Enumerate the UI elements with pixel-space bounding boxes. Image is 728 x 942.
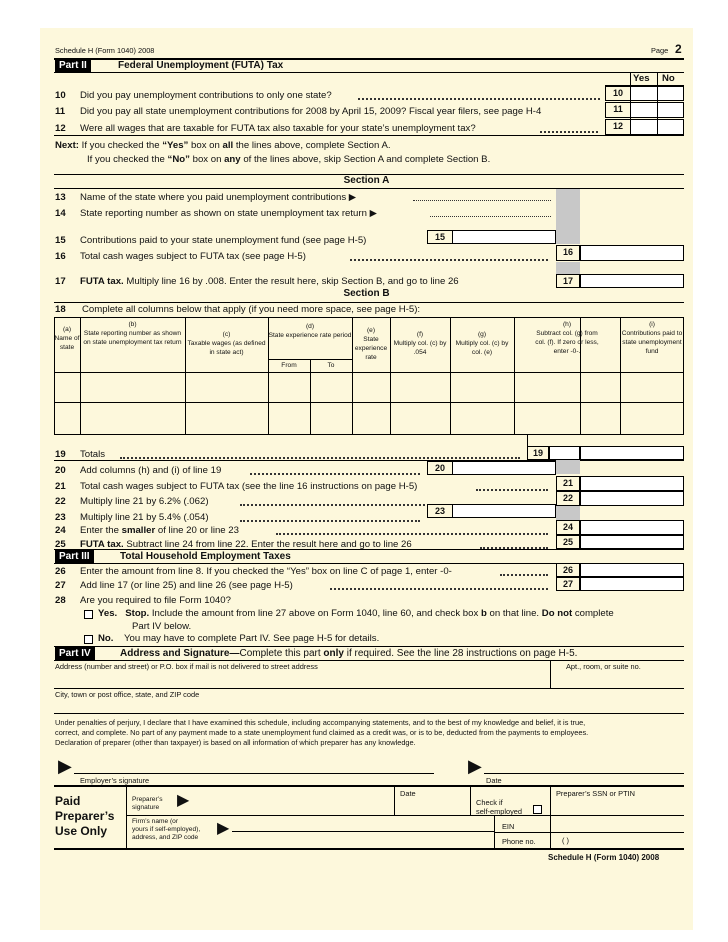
line-16-amount-field[interactable] [580, 245, 684, 261]
line-23-number: 23 [55, 512, 66, 523]
line-12-no-box[interactable] [657, 119, 684, 135]
line-23-text: Multiply line 21 by 5.4% (.054) [80, 512, 209, 523]
line-20-box-label: 20 [427, 461, 453, 475]
firm-name-field[interactable] [232, 816, 494, 846]
footer-form-id: Schedule H (Form 1040) 2008 [548, 853, 660, 862]
col-b-header: (b) State reporting number as shown on state unemployment tax return [83, 321, 182, 346]
line-12-text: Were all wages that are taxable for FUTA tax also taxable for your state’s unemployment tax? [80, 123, 476, 134]
line-24-box-label: 24 [556, 520, 580, 535]
line-13-state-name-field[interactable] [413, 200, 551, 201]
line-17-amount-field[interactable] [580, 274, 684, 288]
firm-name-label-3: address, and ZIP code [132, 834, 199, 841]
city-state-zip-label[interactable]: City, town or post office, state, and ZIP code [55, 690, 200, 699]
sign-here-arrow-icon: ▶ [58, 756, 72, 776]
line-18-number: 18 [55, 304, 66, 315]
line-19-number: 19 [55, 449, 66, 460]
line-25-number: 25 [55, 539, 66, 550]
paid-label: Paid [55, 794, 81, 808]
line-10-number: 10 [55, 90, 66, 101]
line-16-box-label: 16 [556, 245, 580, 261]
preparers-label: Preparer’s [55, 809, 115, 823]
line-28-number: 28 [55, 595, 66, 606]
line-21-text: Total cash wages subject to FUTA tax (see the line 16 instructions on page H-5) [80, 481, 418, 492]
col-h-header: (h) Subtract col. (g) from col. (f). If zero or less, enter -0-. [535, 321, 599, 355]
part-ii-tag: Part II [55, 59, 91, 72]
employer-date-line[interactable] [484, 773, 684, 774]
col-f-header: (f) Multiply col. (c) by .054 [393, 331, 447, 356]
line-15-number: 15 [55, 235, 66, 246]
check-if-label: Check if [476, 798, 503, 807]
col-c-header: (c) Taxable wages (as defined in state act) [187, 331, 266, 356]
line-18-text: Complete all columns below that apply (if you need more space, see page H-5): [82, 304, 421, 315]
line-26-number: 26 [55, 566, 66, 577]
line-24-amount-field[interactable] [580, 520, 684, 535]
part-iv-tag: Part IV [55, 647, 95, 660]
page-number: 2 [675, 42, 682, 56]
phone-field[interactable]: ( ) [562, 836, 569, 845]
next-instruction-yes: Next: If you checked the “Yes” box on all the lines above, complete Section A. [55, 140, 391, 151]
line-20-text: Add columns (h) and (i) of line 19 [80, 465, 222, 476]
line-11-yes-box[interactable] [630, 102, 658, 118]
line-28-no-checkbox[interactable] [84, 635, 93, 644]
form-id-header: Schedule H (Form 1040) 2008 [55, 46, 155, 55]
line-28-yes-checkbox[interactable] [84, 610, 93, 619]
line-13-text: Name of the state where you paid unemployment contributions ▶ [80, 192, 357, 203]
line-16-text: Total cash wages subject to FUTA tax (see page H-5) [80, 251, 306, 262]
col-i-header: (i) Contributions paid to state unemployment fund [621, 321, 683, 355]
line-27-text: Add line 17 (or line 25) and line 26 (see page H-5) [80, 580, 293, 591]
line-21-number: 21 [55, 481, 66, 492]
self-employed-checkbox[interactable] [533, 805, 542, 814]
preparer-signature-arrow-icon: ▶ [177, 792, 190, 809]
line-19-h-total[interactable] [549, 446, 580, 460]
self-employed-label: self-employed [476, 807, 523, 816]
line-27-amount-field[interactable] [580, 577, 684, 591]
col-d-header: (d) State experience rate period [268, 323, 352, 339]
employer-date-label: Date [486, 776, 502, 785]
col-d-to: To [327, 362, 335, 369]
line-12-yes-box[interactable] [630, 119, 658, 135]
line-28-yes-text: Yes. Stop. Include the amount from line 27 above on Form 1040, line 60, and check box b on that line. Do not complete [98, 608, 614, 619]
line-15-box-label: 15 [427, 230, 453, 244]
line-19-text: Totals [80, 449, 106, 460]
line-11-text: Did you pay all state unemployment contributions for 2008 by April 15, 2009? Fiscal year filers, see page H-4 [80, 106, 542, 117]
part-iii-title: Total Household Employment Taxes [120, 551, 291, 562]
line-26-amount-field[interactable] [580, 563, 684, 577]
line-24-number: 24 [55, 525, 66, 536]
col-d-from: From [281, 362, 297, 369]
line-19-box-label: 19 [527, 446, 549, 460]
line-10-box-label: 10 [605, 86, 631, 101]
part-iv-title: Address and Signature—Complete this part only if required. See the line 28 instructions on page H-5. [120, 648, 578, 659]
line-10-text: Did you pay unemployment contributions to only one state? [80, 90, 332, 101]
line-14-reporting-number-field[interactable] [430, 216, 551, 217]
line-22-number: 22 [55, 496, 66, 507]
line-11-box-label: 11 [605, 102, 631, 118]
line-24-text: Enter the smaller of line 20 or line 23 [80, 525, 239, 536]
line-22-amount-field[interactable] [580, 491, 684, 506]
firm-name-label-2: yours if self-employed), [132, 826, 201, 833]
line-28-yes-text-continued: Part IV below. [132, 621, 192, 632]
preparer-signature-label-2: signature [132, 804, 160, 811]
line-17-number: 17 [55, 276, 66, 287]
line-21-amount-field[interactable] [580, 476, 684, 491]
preparer-signature-label-1: Preparer’s [132, 796, 163, 803]
line-26-box-label: 26 [556, 563, 580, 577]
firm-name-label-1: Firm’s name (or [132, 818, 179, 825]
line-25-text: FUTA tax. Subtract line 24 from line 22. Enter the result here and go to line 26 [80, 539, 412, 550]
line-28-text: Are you required to file Form 1040? [80, 595, 231, 606]
line-27-number: 27 [55, 580, 66, 591]
address-label: Address (number and street) or P.O. box if mail is not delivered to street address [55, 662, 318, 671]
line-16-number: 16 [55, 251, 66, 262]
line-20-amount-field[interactable] [452, 461, 556, 475]
yes-column-header: Yes [633, 73, 650, 84]
part-ii-title: Federal Unemployment (FUTA) Tax [118, 60, 284, 71]
ein-label: EIN [502, 822, 515, 831]
line-11-number: 11 [55, 106, 66, 117]
col-a-header: (a) Name of state [54, 326, 80, 351]
line-19-i-total[interactable] [580, 446, 684, 460]
employer-signature-label: Employer’s signature [80, 776, 150, 785]
perjury-statement-1: Under penalties of perjury, I declare that I have examined this schedule, including accompanying statements, and to the best of my knowledge and belief, it is true, [55, 718, 586, 727]
line-15-amount-field[interactable] [452, 230, 556, 244]
line-26-text: Enter the amount from line 8. If you checked the “Yes” box on line C of page 1, enter -0- [80, 566, 452, 577]
employer-signature-line[interactable] [74, 773, 434, 774]
col-g-header: (g) Multiply col. (c) by col. (e) [455, 331, 509, 356]
col-e-header: (e) State experience rate [354, 327, 388, 361]
preparer-ssn-label[interactable]: Preparer’s SSN or PTIN [556, 789, 635, 798]
line-28-no-text: No. You may have to complete Part IV. See page H-5 for details. [98, 633, 380, 644]
phone-label: Phone no. [502, 837, 536, 846]
line-14-text: State reporting number as shown on state unemployment tax return ▶ [80, 208, 377, 219]
preparer-date-label[interactable]: Date [400, 789, 416, 798]
line-12-number: 12 [55, 123, 66, 134]
line-25-box-label: 25 [556, 535, 580, 549]
preparer-signature-field[interactable] [192, 788, 392, 814]
perjury-statement-2: correct, and complete. No part of any payment made to a state unemployment fund claimed as a credit was, or is to be, deducted from the payments to employees. [55, 728, 589, 737]
section-b-title: Section B [343, 288, 390, 299]
line-13-number: 13 [55, 192, 66, 203]
line-21-box-label: 21 [556, 476, 580, 491]
line-22-box-label: 22 [556, 491, 580, 506]
form-page [40, 28, 693, 930]
firm-arrow-icon: ▶ [217, 820, 230, 837]
no-column-header: No [662, 73, 675, 84]
line-10-yes-box[interactable] [630, 86, 658, 101]
line-10-no-box[interactable] [657, 86, 684, 101]
line-23-box-label: 23 [427, 504, 453, 518]
line-23-amount-field[interactable] [452, 504, 556, 518]
part-iii-tag: Part III [55, 550, 94, 563]
use-only-label: Use Only [55, 824, 108, 838]
line-17-box-label: 17 [556, 274, 580, 288]
date-arrow-icon: ▶ [468, 756, 482, 776]
line-22-text: Multiply line 21 by 6.2% (.062) [80, 496, 209, 507]
line-11-no-box[interactable] [657, 102, 684, 118]
line-12-box-label: 12 [605, 119, 631, 135]
line-15-text: Contributions paid to your state unemployment fund (see page H-5) [80, 235, 367, 246]
page-label: Page [651, 46, 669, 55]
next-instruction-no: If you checked the “No” box on any of the lines above, skip Section A and complete Section B. [87, 154, 491, 165]
ein-field[interactable] [560, 818, 680, 830]
apt-label[interactable]: Apt., room, or suite no. [566, 662, 641, 671]
line-20-number: 20 [55, 465, 66, 476]
line-17-text: FUTA tax. Multiply line 16 by .008. Enter the result here, skip Section B, and go to line 26 [80, 276, 459, 287]
line-25-amount-field[interactable] [580, 535, 684, 549]
line-14-number: 14 [55, 208, 66, 219]
perjury-statement-3: Declaration of preparer (other than taxpayer) is based on all information of which preparer has any knowledge. [55, 738, 416, 747]
section-a-title: Section A [343, 175, 390, 186]
line-27-box-label: 27 [556, 577, 580, 591]
